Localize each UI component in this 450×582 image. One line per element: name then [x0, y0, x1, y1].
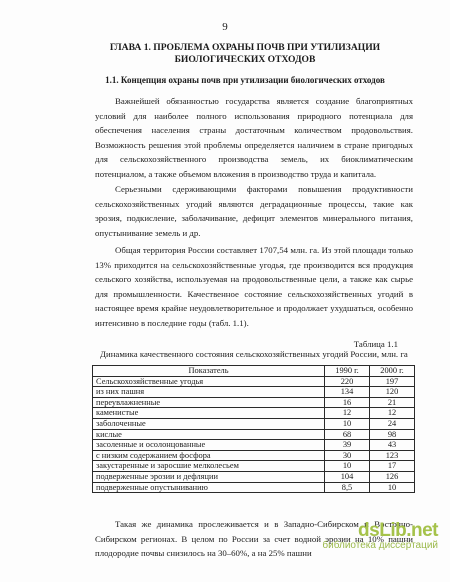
- header-indicator: Показатель: [93, 366, 325, 377]
- table-row: [93, 408, 415, 419]
- table-row: [93, 440, 415, 451]
- row-label: из них пашня: [93, 387, 325, 398]
- value-1990: 10: [325, 461, 370, 472]
- table-row: [93, 471, 415, 482]
- row-label: закустаренные и заросшие мелколесьем: [93, 461, 325, 472]
- row-label: засоленные и осолонцованные: [93, 440, 325, 451]
- value-2000: 197: [370, 376, 415, 387]
- row-label: заболоченные: [93, 418, 325, 429]
- header-year-1990: 1990 г.: [325, 366, 370, 377]
- value-2000: 123: [370, 450, 415, 461]
- chapter-title: ГЛАВА 1. ПРОБЛЕМА ОХРАНЫ ПОЧВ ПРИ УТИЛИЗАЦИИ БИОЛОГИЧЕСКИХ ОТХОДОВ: [109, 42, 381, 65]
- table-row: [93, 387, 415, 398]
- watermark: [322, 520, 438, 551]
- value-1990: 134: [325, 387, 370, 398]
- value-1990: 104: [325, 471, 370, 482]
- row-label: каменистые: [93, 408, 325, 419]
- value-1990: 30: [325, 450, 370, 461]
- value-2000: 21: [370, 397, 415, 408]
- section-title: 1.1. Концепция охраны почв при утилизации биологических отходов: [105, 75, 385, 85]
- data-table: [92, 365, 415, 493]
- row-label: подверженные опустыниванию: [93, 482, 325, 493]
- watermark-logo: dsLib.net: [358, 520, 438, 541]
- value-1990: 220: [325, 376, 370, 387]
- table-row: [93, 418, 415, 429]
- table-label: Таблица 1.1: [353, 339, 398, 349]
- value-2000: 17: [370, 461, 415, 472]
- row-label: Сельскохозяйственные угодья: [93, 376, 325, 387]
- watermark-subtitle: библиотека диссертаций: [322, 540, 438, 551]
- value-1990: 16: [325, 397, 370, 408]
- paragraph-1: Важнейшей обязанностью государства является создание благоприятных условий для наиболее полного использования природного потенциала для обеспечения населения страны достаточным количеством продовольствия. Возможность решения этой проблемы определяется наличием в стране пригодных для сельскохозяйственного производства земель, их биоклиматическим потенциалом, а также объемом вложения в производство труда и капитала.: [95, 96, 413, 179]
- row-label: подверженные эрозии и дефляции: [93, 471, 325, 482]
- value-2000: 10: [370, 482, 415, 493]
- value-2000: 120: [370, 387, 415, 398]
- table-row: [93, 376, 415, 387]
- table-row: [93, 482, 415, 493]
- value-2000: 24: [370, 418, 415, 429]
- table-caption: Динамика качественного состояния сельскохозяйственных угодий России, млн. га: [100, 349, 408, 359]
- value-1990: 68: [325, 429, 370, 440]
- table-row: [93, 397, 415, 408]
- table-row: [93, 450, 415, 461]
- value-1990: 12: [325, 408, 370, 419]
- value-2000: 98: [370, 429, 415, 440]
- page-number: 9: [222, 21, 228, 33]
- row-label: с низким содержанием фосфора: [93, 450, 325, 461]
- row-label: кислые: [93, 429, 325, 440]
- value-1990: 8,5: [325, 482, 370, 493]
- paragraph-3: Общая территория России составляет 1707,54 млн. га. Из этой площади только 13% приходится на сельскохозяйственные угодья, где производится вся продукция сельского хозяйства, используемая на продовольственные цели, а также как сырье для промышленности. Качественное состояние сельскохозяйственных угодий в настоящее время крайне неудовлетворительное и продолжает ухудшаться, особенно интенсивно в последние годы (табл. 1.1).: [95, 245, 413, 328]
- row-label: переувлажненные: [93, 397, 325, 408]
- value-1990: 10: [325, 418, 370, 429]
- header-year-2000: 2000 г.: [370, 366, 415, 377]
- value-2000: 126: [370, 471, 415, 482]
- table-row: [93, 461, 415, 472]
- paragraph-2: Серьезными сдерживающими факторами повышения продуктивности сельскохозяйственных угодий являются деградационные процессы, такие как эрозия, подкисление, заболачивание, дефицит элементов минерального питания, опустынивание земель и др.: [95, 184, 413, 238]
- value-2000: 43: [370, 440, 415, 451]
- table-row: [93, 429, 415, 440]
- paragraph-4: Такая же динамика прослеживается и в Западно-Сибирском и Восточно-Сибирском регионах. В целом по России за счет водной эрозии на 10% пашни плодородие почвы снизилось на 30–60%, а на 25% пашни: [95, 519, 413, 559]
- table-header-row: [93, 366, 415, 377]
- value-1990: 39: [325, 440, 370, 451]
- value-2000: 12: [370, 408, 415, 419]
